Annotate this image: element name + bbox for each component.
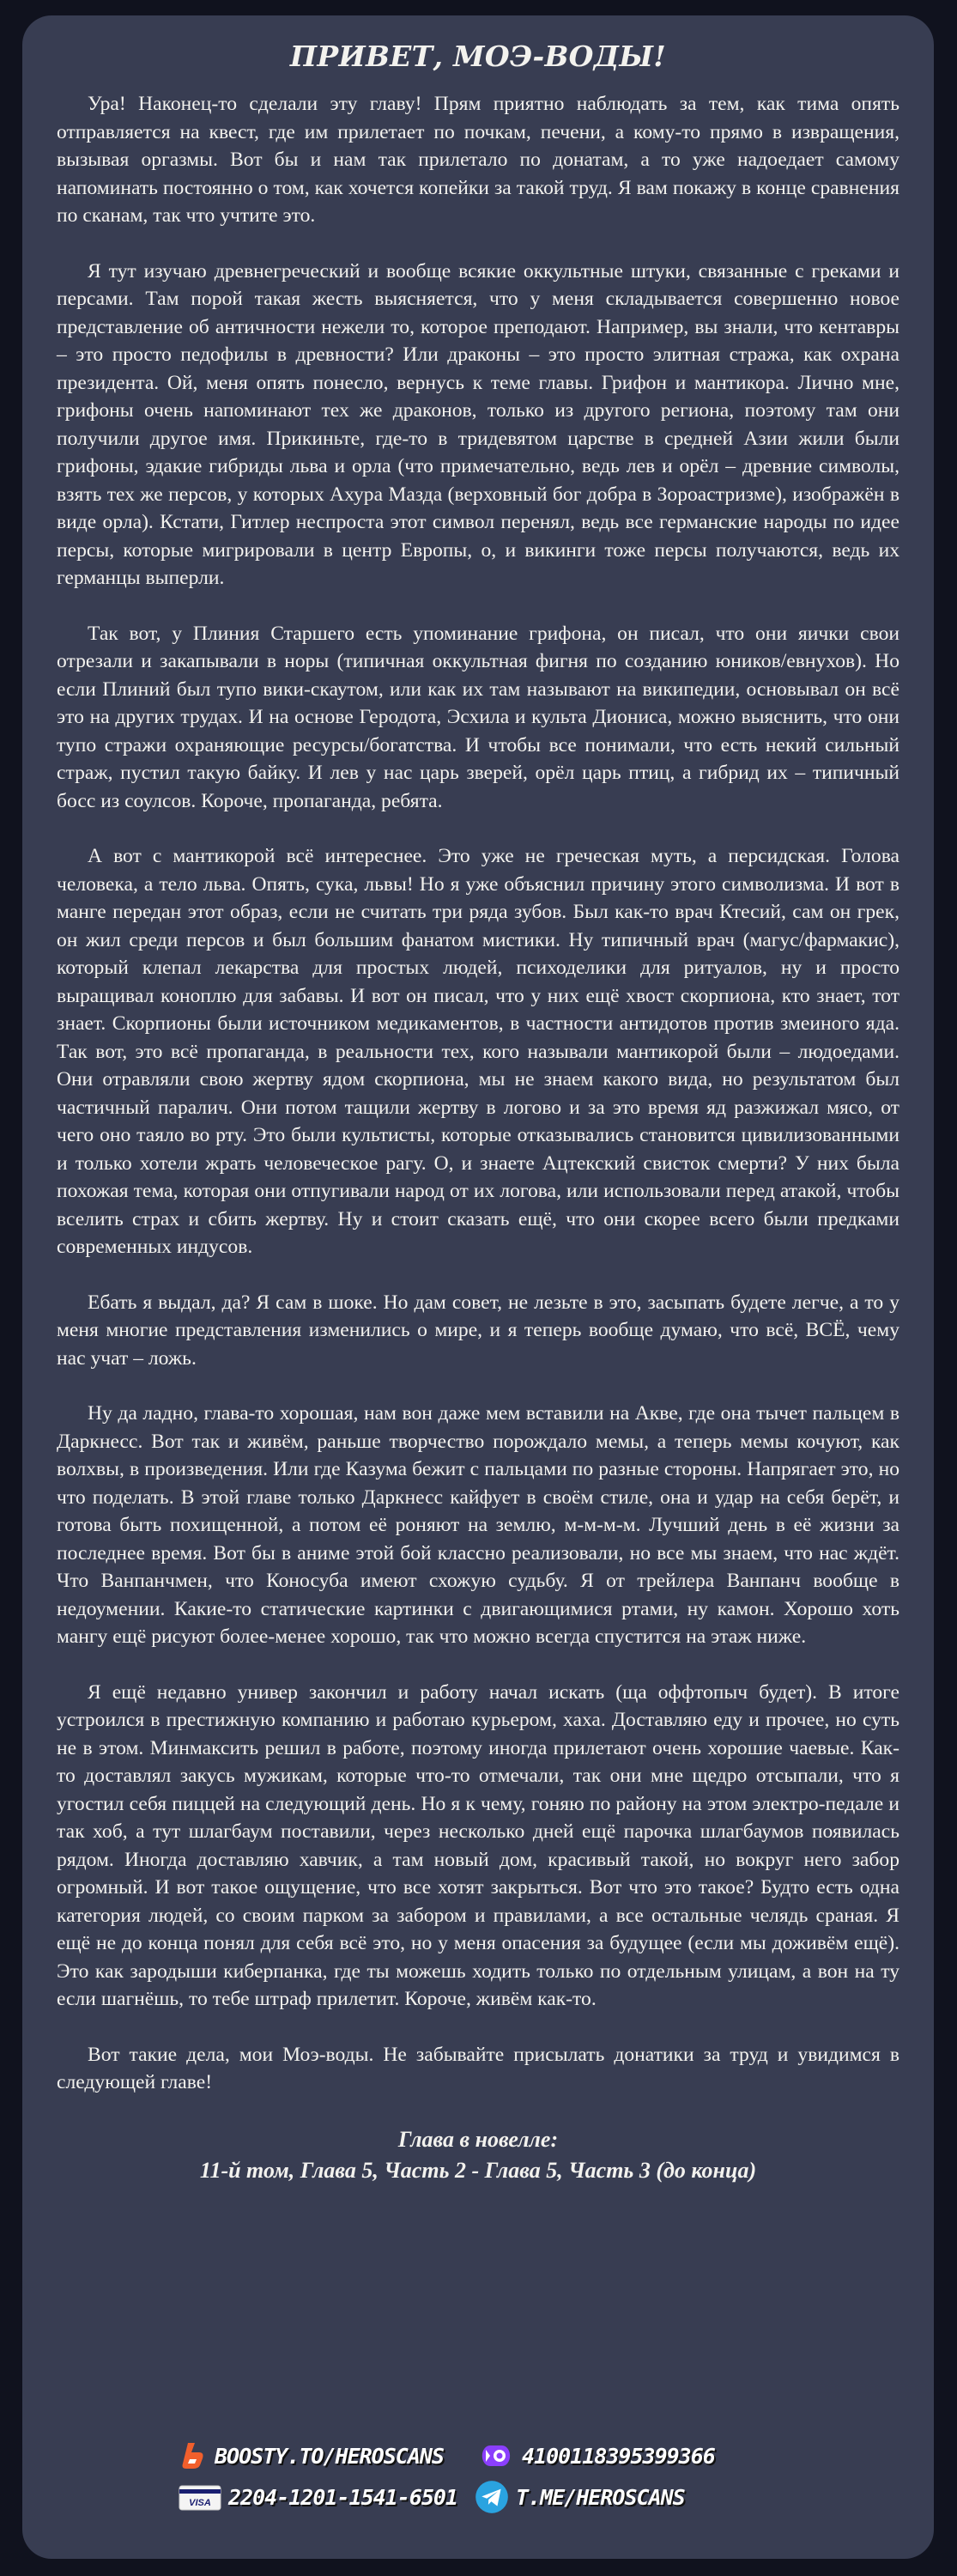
paragraph-4: А вот с мантикорой всё интереснее. Это уже не греческая муть, а персидская. Голова человека, а тело льва. Опять, сука, львы! Но я уже объяснил причину этого символизма. И вот в манге передан этот образ, если не считать три ряда зубов. Был как-то врач Ктесий, сам он грек, он жил среди персов и был большим фанатом мистики. Ну типичный врач (магус/фармакис), который клепал лекарства для простых людей, психоделики для ритуалов, ну и просто выращивал коноплю для забавы. И вот он писал, что у них ещё хвост скорпиона, кто знает, тот знает. Скорпионы были источником медикаментов, в частности антидотов против змеиного яда. Так вот, это всё пропаганда, в реальности тех, кого называли мантикорой были – людоедами. Они отравляли свою жертву ядом скорпиона, мы не знаем какого вида, но результатом был частичный паралич. Они потом тащили жертву в логово и за это время яд разжижал мясо, от чего оно таяло во рту. Это были культисты, которые отказывались становится цивилизованными и только хотели жрать человеческое рагу. О, и знаете Ацтекский свисток смерти? У них была похожая тема, которая они отпугивали народ от их логова, или использовали перед атакой, чтобы вселить страх и сбить жертву. Ну и стоит сказать ещё, что они скорее всего были предками современных индусов. (57, 845, 899, 1258)
afterword-card (22, 15, 934, 2559)
paragraph-7: Я ещё недавно универ закончил и работу начал искать (ща оффтопыч будет). В итоге устроился в престижную компанию и работаю курьером, хаха. Доставляю еду и прочее, но суть не в этом. Минмаксить решил в работе, поэтому иногда прилетают очень хорошие чаевые. Как-то доставлял закусь мужикам, которые что-то отмечали, так они мне щедро отсыпали, что я угостил себя пиццей на следующий день. Но я к чему, гоняю по району на этом электро-педале и так хоб, а тут шлагбаум поставили, через несколько дней ещё парочка шлагбаумов появилась рядом. Иногда доставляю хавчик, а там новый дом, красивый такой, но вокруг него забор огромный. И вот такое ощущение, что все хотят закрыться. Вот что это такое? Будто есть одна категория людей, со своим парком за забором и правилами, а все остальные челядь сраная. Я ещё не до конца понял для себя всё это, но у меня опасения за будущее (если мы доживём ещё). Это как зародыши киберпанка, где ты можешь ходить только по отдельным улицам, а вон на ту если шагнёшь, то тебе штраф прилетит. Короче, живём как-то. (57, 1680, 899, 2010)
card-number-text: 2204-1201-1541-6501 (228, 2484, 457, 2510)
visa-card-icon (179, 2482, 221, 2512)
paragraph-8: Вот такие дела, мои Моэ-воды. Не забывайте присылать донатики за труд и увидимся в следующей главе! (57, 2043, 899, 2093)
chapter-info (57, 2124, 899, 2186)
telegram-link-text: T.ME/HEROSCANS (516, 2484, 685, 2510)
donation-links (0, 2432, 957, 2518)
chapter-label: Глава в новелле: (397, 2126, 559, 2152)
paragraph-2: Я тут изучаю древнегреческий и вообще всякие оккультные штуки, связанные с греками и персами. Там порой такая жесть выясняется, что у меня складывается совершенно новое представление об античности нежели то, которое преподают. Например, вы знали, что кентавры – это просто педофилы в древности? Или драконы – это просто элитная стража, как охрана президента. Ой, меня опять понесло, вернусь к теме главы. Грифон и мантикора. Лично мне, грифоны очень напоминают тех же драконов, только из другого региона, поэтому там они получили другое имя. Прикиньте, где-то в тридевятом царстве в средней Азии жили были грифоны, эдакие гибриды льва и орла (что примечательно, ведь лев и орёл – древние символы, взять тех же персов, у которых Ахура Мазда (верховный бог добра в Зороастризме), изображён в виде орла). Кстати, Гитлер неспроста этот символ перенял, ведь все германские народы по идее персы, которые мигрировали в центр Европы, о, и викинги тоже персы получаются, ведь их германцы выперли. (57, 259, 899, 589)
boosty-link-text: BOOSTY.TO/HEROSCANS (215, 2443, 444, 2469)
chapter-range: 11-й том, Глава 5, Часть 2 - Глава 5, Часть 3 (до конца) (199, 2157, 757, 2183)
telegram-icon (475, 2480, 509, 2514)
yoomoney-link-text: 4100118395399366 (522, 2443, 715, 2469)
card-number[interactable] (179, 2482, 457, 2512)
boosty-icon (179, 2441, 208, 2470)
telegram-link[interactable] (475, 2482, 685, 2512)
page-title: ПРИВЕТ, МОЭ-ВОДЫ! (289, 39, 667, 73)
paragraph-5: Ебать я выдал, да? Я сам в шоке. Но дам совет, не лезьте в это, засыпать будете легче, а то у меня многие представления изменились о мире, и я теперь вообще думаю, что всё, ВСЁ, чему нас учат – ложь. (57, 1291, 899, 1370)
yoomoney-link[interactable] (477, 2440, 715, 2471)
svg-text:VISA: VISA (189, 2498, 211, 2508)
paragraph-6: Ну да ладно, глава-то хорошая, нам вон даже мем вставили на Акве, где она тычет пальцем в Даркнесс. Вот так и живём, раньше творчество порождало мемы, а теперь мемы кочуют, как волхвы, в произведения. Или где Казума бежит с пальцами по разные стороны. Напрягает это, но что поделать. В этой главе только Даркнесс кайфует в своём стиле, она и удар на себя берёт, и готова быть похищенной, а потом её роняют на землю, м-м-м-м. Лучший день в её жизни за последнее время. Вот бы в аниме этой бой классно реализовали, но все мы знаем, что нас ждёт. Что Ванпанчмен, что Коносуба имеют схожую судьбу. Я от трейлера Ванпанч вообще в недоумении. Какие-то статические картинки с двигающимися ртами, ну камон. Хорошо хоть мангу ещё рисуют более-менее хорошо, так что можно всегда спустится на этаж ниже. (57, 1402, 899, 1648)
paragraph-1: Ура! Наконец-то сделали эту главу! Прям приятно наблюдать за тем, как тима опять отправляется на квест, где им прилетает по почкам, печени, а кому-то прямо в извращения, вызывая оргазмы. Вот бы и нам так прилетало по донатам, а то уже надоедает самому напоминать постоянно о том, как хочется копейки за такой труд. Я вам покажу в конце сравнения по сканам, так что учтите это. (57, 93, 899, 227)
paragraph-3: Так вот, у Плиния Старшего есть упоминание грифона, он писал, что они яички свои отрезали и закапывали в норы (типичная оккультная фигня по созданию юников/евнухов). Но если Плиний был тупо вики-скаутом, или как их там называют на википедии, основывал он всё это на других трудах. И на основе Геродота, Эсхила и культа Диониса, можно выяснить, что они тупо стражи охраняющие ресурсы/богатства. И чтобы все понимали, что есть некий сильный страж, пустил такую байку. И лев у нас царь зверей, орёл царь птиц, а гибрид их – типичный босс из соулсов. Короче, пропаганда, ребята. (57, 622, 899, 812)
yoomoney-icon (477, 2441, 515, 2470)
boosty-link[interactable] (179, 2440, 444, 2471)
